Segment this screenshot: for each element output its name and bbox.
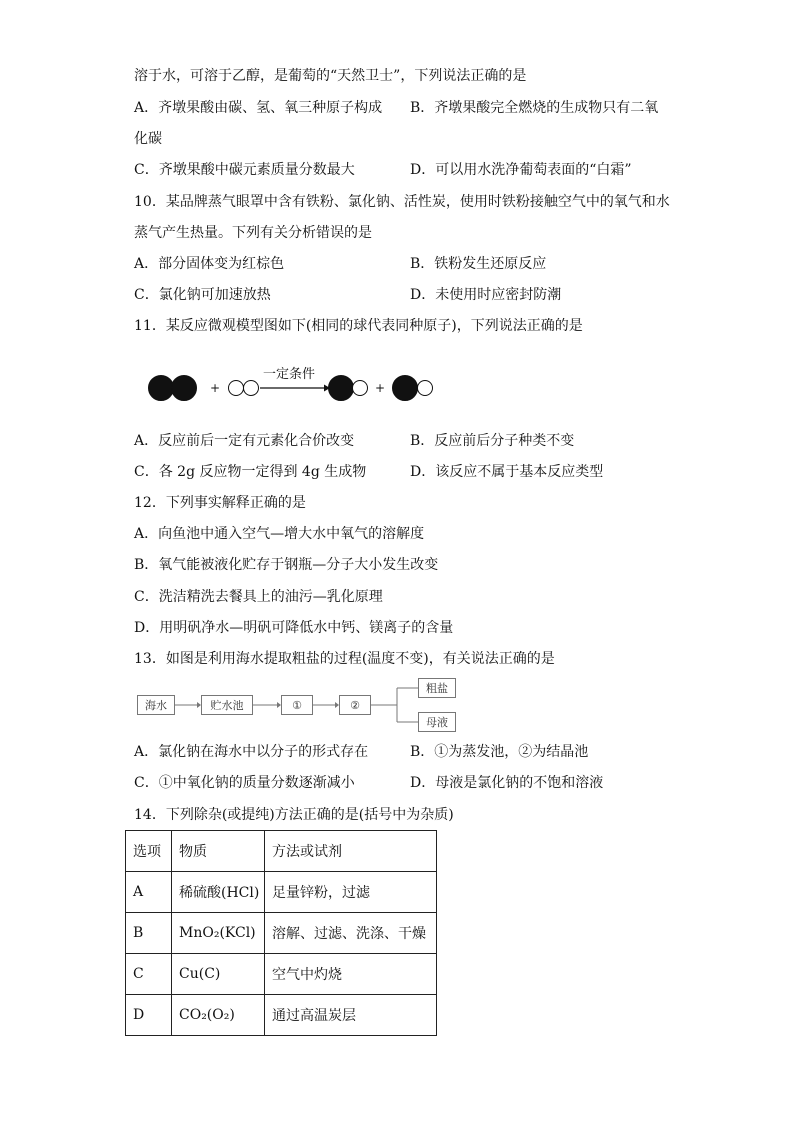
- q12-option-d: D．用明矾净水—明矾可降低水中钙、镁离子的含量: [134, 620, 454, 636]
- q12-option-a: A．向鱼池中通入空气—增大水中氧气的溶解度: [134, 526, 425, 542]
- flow-box-2: ②: [339, 695, 371, 715]
- row-method: 空气中灼烧: [265, 954, 437, 995]
- table-row: [126, 913, 437, 954]
- q12-stem: 12．下列事实解释正确的是: [134, 495, 306, 511]
- row-substance: MnO₂(KCl): [172, 913, 265, 954]
- flow-box-crude-salt: 粗盐: [418, 678, 456, 698]
- black-atom: [392, 375, 418, 401]
- q13-option-b: B．①为蒸发池，②为结晶池: [410, 744, 589, 760]
- reaction-condition: 一定条件: [263, 367, 316, 382]
- reaction-arrow: [260, 383, 330, 393]
- plus-sign: +: [375, 381, 386, 395]
- q9-option-d: D．可以用水洗净葡萄表面的“白霜”: [410, 162, 632, 178]
- table-row: [126, 995, 437, 1036]
- q11-option-a: A．反应前后一定有元素化合价改变: [134, 433, 355, 449]
- row-substance: 稀硫酸(HCl): [172, 872, 265, 913]
- q9-option-b: B．齐墩果酸完全燃烧的生成物只有二氧: [410, 100, 659, 116]
- black-atom: [328, 375, 354, 401]
- black-atom: [171, 375, 197, 401]
- flow-box-mother-liquor: 母液: [418, 712, 456, 732]
- flow-box-1: ①: [281, 695, 313, 715]
- row-substance: Cu(C): [172, 954, 265, 995]
- plus-sign: +: [210, 381, 221, 395]
- row-substance: CO₂(O₂): [172, 995, 265, 1036]
- q11-option-d: D．该反应不属于基本反应类型: [410, 464, 604, 480]
- row-option: A: [126, 872, 172, 913]
- header-method: 方法或试剂: [265, 831, 437, 872]
- q10-option-a: A．部分固体变为红棕色: [134, 256, 285, 272]
- flow-box-seawater: 海水: [137, 695, 175, 715]
- purification-table: [125, 830, 437, 1036]
- table-row: [126, 872, 437, 913]
- flow-arrows: [175, 678, 420, 734]
- table-header-row: [126, 831, 437, 872]
- q12-option-b: B．氧气能被液化贮存于钢瓶—分子大小发生改变: [134, 557, 439, 573]
- white-atom: [417, 380, 433, 396]
- q10-stem-1: 10．某品牌蒸气眼罩中含有铁粉、氯化钠、活性炭，使用时铁粉接触空气中的氧气和水: [134, 194, 670, 210]
- q13-stem: 13．如图是利用海水提取粗盐的过程(温度不变)，有关说法正确的是: [134, 651, 555, 667]
- q11-option-b: B．反应前后分子种类不变: [410, 433, 575, 449]
- q13-option-a: A．氯化钠在海水中以分子的形式存在: [134, 744, 369, 760]
- row-option: D: [126, 995, 172, 1036]
- q9-option-b-cont: 化碳: [134, 131, 162, 147]
- row-method: 溶解、过滤、洗涤、干燥: [265, 913, 437, 954]
- q10-option-c: C．氯化钠可加速放热: [134, 287, 271, 303]
- q9-option-c: C．齐墩果酸中碳元素质量分数最大: [134, 162, 355, 178]
- white-atom: [228, 380, 244, 396]
- header-substance: 物质: [172, 831, 265, 872]
- row-option: C: [126, 954, 172, 995]
- header-option: 选项: [126, 831, 172, 872]
- q9-option-a: A．齐墩果酸由碳、氢、氧三种原子构成: [134, 100, 383, 116]
- row-method: 足量锌粉，过滤: [265, 872, 437, 913]
- q12-option-c: C．洗洁精洗去餐具上的油污—乳化原理: [134, 589, 383, 605]
- white-atom: [243, 380, 259, 396]
- q13-option-c: C．①中氧化钠的质量分数逐渐减小: [134, 775, 355, 791]
- q10-option-d: D．未使用时应密封防潮: [410, 287, 562, 303]
- q9-stem-tail: 溶于水，可溶于乙醇，是葡萄的“天然卫士”，下列说法正确的是: [134, 68, 527, 84]
- q13-option-d: D．母液是氯化钠的不饱和溶液: [410, 775, 604, 791]
- row-option: B: [126, 913, 172, 954]
- q10-stem-2: 蒸气产生热量。下列有关分析错误的是: [134, 225, 372, 241]
- q11-stem: 11．某反应微观模型图如下(相同的球代表同种原子)，下列说法正确的是: [134, 318, 583, 334]
- q10-option-b: B．铁粉发生还原反应: [410, 256, 547, 272]
- white-atom: [352, 380, 368, 396]
- flow-box-reservoir: 贮水池: [201, 695, 253, 715]
- row-method: 通过高温炭层: [265, 995, 437, 1036]
- q14-stem: 14．下列除杂(或提纯)方法正确的是(括号中为杂质): [134, 807, 454, 823]
- q11-option-c: C．各 2g 反应物一定得到 4g 生成物: [134, 464, 367, 480]
- table-row: [126, 954, 437, 995]
